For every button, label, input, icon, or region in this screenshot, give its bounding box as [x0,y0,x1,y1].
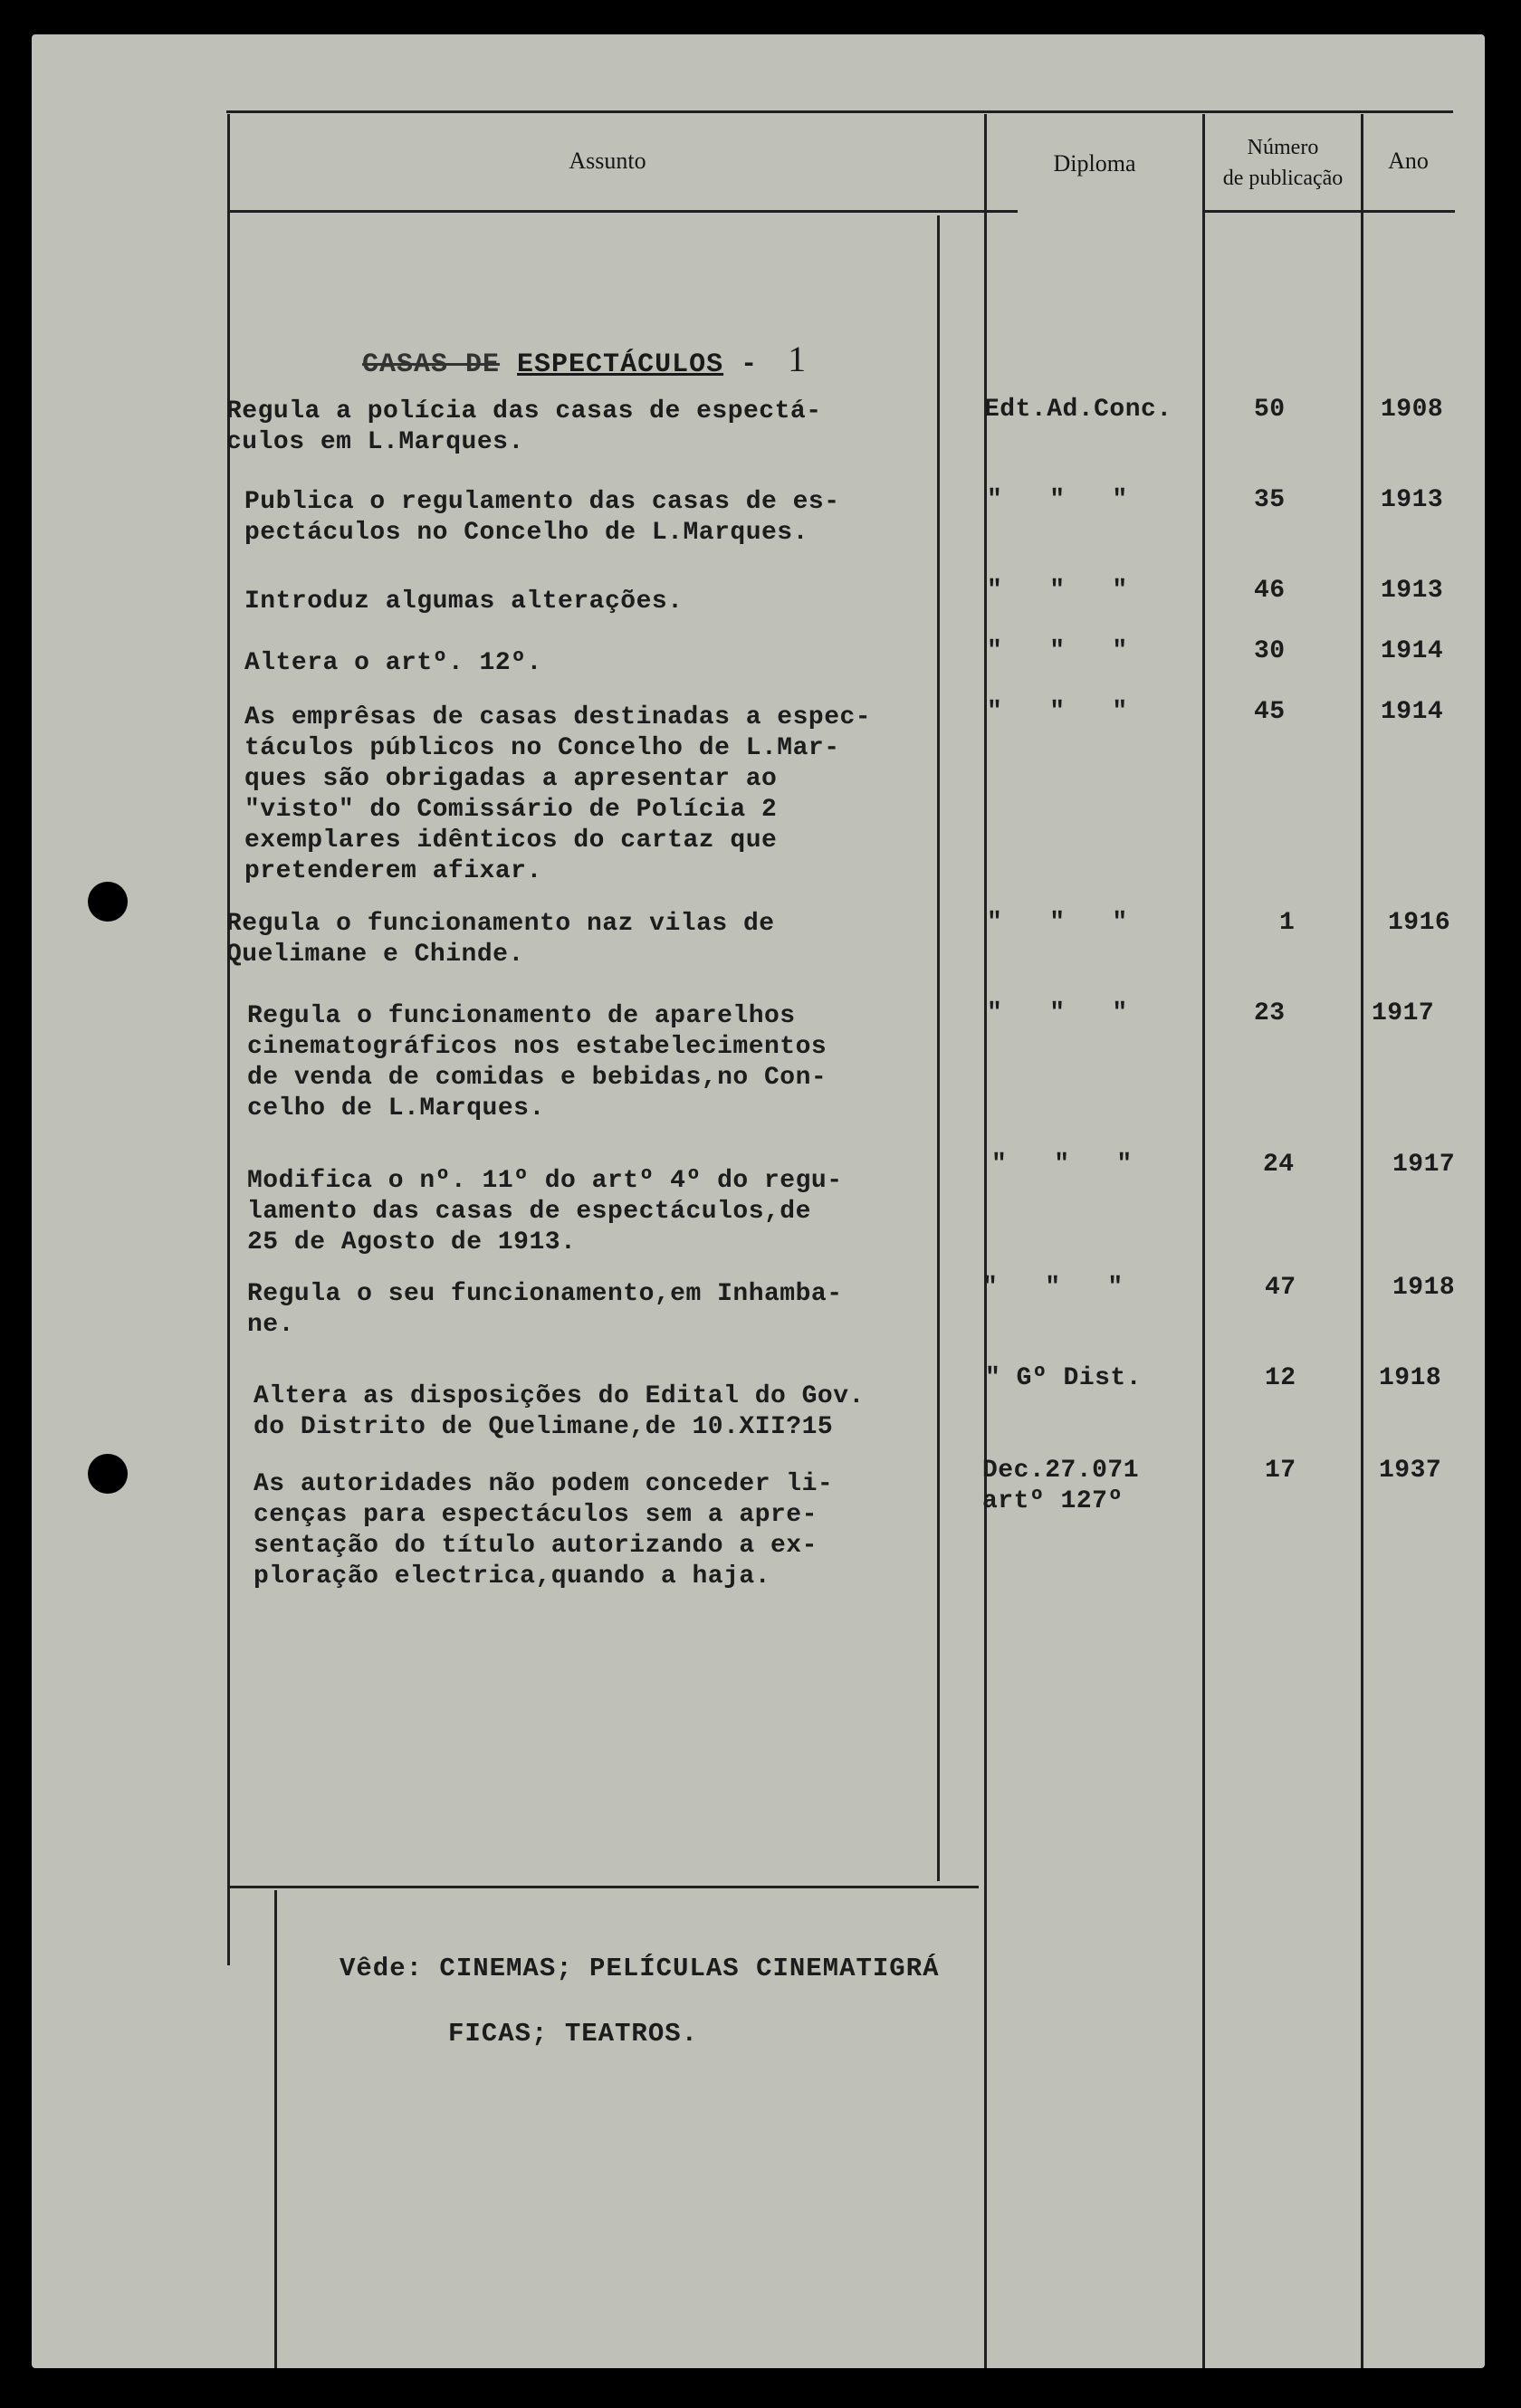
row-assunto: Regula o seu funcionamento,em Inhamba- ne. [247,1280,843,1339]
row-assunto: Publica o regulamento das casas de es- pectáculos no Concelho de L.Marques. [244,488,840,547]
see-also-line1: Vêde: CINEMAS; PELÍCULAS CINEMATIGRÁ [340,1954,940,1983]
section-title [362,338,807,380]
see-also-line2: FICAS; TEATROS. [448,2019,699,2049]
row-ano: 1918 [1379,1364,1442,1392]
row-diploma: " " " [987,486,1128,514]
row-numero: 50 [1254,396,1286,424]
row-diploma: " " " [987,577,1128,605]
row-diploma: Edt.Ad.Conc. [984,396,1172,424]
header-diploma: Diploma [1053,150,1136,177]
section-title-text: ESPECTÁCULOS [517,349,724,380]
row-assunto: Altera o artº. 12º. [244,649,542,677]
row-diploma: " " " [982,1274,1124,1302]
row-numero: 1 [1279,909,1296,937]
row-numero: 46 [1254,577,1286,605]
footer-left-rule [274,1890,277,2368]
row-ano: 1913 [1381,486,1444,514]
struck-prefix: CASAS DE [362,349,501,380]
numero-ano-divider [1361,114,1363,2368]
assunto-inner-divider [937,215,940,1881]
row-numero: 24 [1263,1151,1295,1179]
row-diploma: " " " [987,698,1128,726]
row-numero: 30 [1254,637,1286,665]
row-ano: 1937 [1379,1457,1442,1485]
header-underline-right [1204,210,1455,213]
row-numero: 12 [1265,1364,1296,1392]
header-assunto: Assunto [569,148,646,174]
row-numero: 17 [1265,1457,1296,1485]
row-ano: 1913 [1381,577,1444,605]
title-dash: - [741,349,759,380]
row-ano: 1914 [1381,637,1444,665]
row-numero: 47 [1265,1274,1296,1302]
row-assunto: As emprêsas de casas destinadas a espec- táculos públicos no Concelho de L.Mar- ques são obrigadas a apresentar ao "visto" do Comissário de Polícia 2 exemplares idênticos do cartaz que pretenderem afixar. [244,703,872,885]
assunto-diploma-divider [984,114,987,2368]
row-ano: 1917 [1392,1151,1456,1179]
row-assunto: Modifica o nº. 11º do artº 4º do regu- lamento das casas de espectáculos,de 25 de Agosto de 1913. [247,1167,843,1257]
index-card [32,34,1485,2368]
row-numero: 23 [1254,999,1286,1027]
row-assunto: Regula o funcionamento de aparelhos cinematográficos nos estabelecimentos de venda de comidas e bebidas,no Con- celho de L.Marques. [247,1002,827,1123]
row-diploma: " " " [991,1151,1133,1179]
row-assunto: Regula o funcionamento naz vilas de Quelimane e Chinde. [226,910,775,969]
row-numero: 35 [1254,486,1286,514]
diploma-numero-divider [1202,114,1205,2368]
row-ano: 1917 [1372,999,1435,1027]
header-numero-line1: Número [1247,136,1319,159]
row-ano: 1918 [1392,1274,1456,1302]
row-diploma: " " " [987,999,1128,1027]
row-diploma: Dec.27.071 artº 127º [982,1457,1140,1515]
row-assunto: Altera as disposições do Edital do Gov. do Distrito de Quelimane,de 10.XII?15 [254,1382,865,1441]
header-ano: Ano [1388,148,1429,174]
row-assunto: Introduz algumas alterações. [244,588,684,616]
body-bottom-rule [227,1886,979,1888]
row-assunto: Regula a polícia das casas de espectá- culos em L.Marques. [226,397,822,456]
row-ano: 1914 [1381,698,1444,726]
top-rule [226,110,1453,113]
header-underline-assunto [228,210,1018,213]
row-assunto: As autoridades não podem conceder li- cenças para espectáculos sem a apre- sentação do título autorizando a ex- ploração electrica,quando a haja. [254,1470,834,1591]
row-ano: 1908 [1381,396,1444,424]
punch-hole-bottom [88,1454,128,1494]
row-diploma: " " " [987,909,1128,937]
punch-hole-top [88,882,128,922]
row-diploma: " " " [987,637,1128,665]
row-numero: 45 [1254,698,1286,726]
header-numero-line2: de publicação [1222,167,1344,190]
row-ano: 1916 [1388,909,1451,937]
card-number: 1 [788,339,808,379]
left-border [227,114,230,1965]
row-diploma: " Gº Dist. [985,1364,1143,1392]
